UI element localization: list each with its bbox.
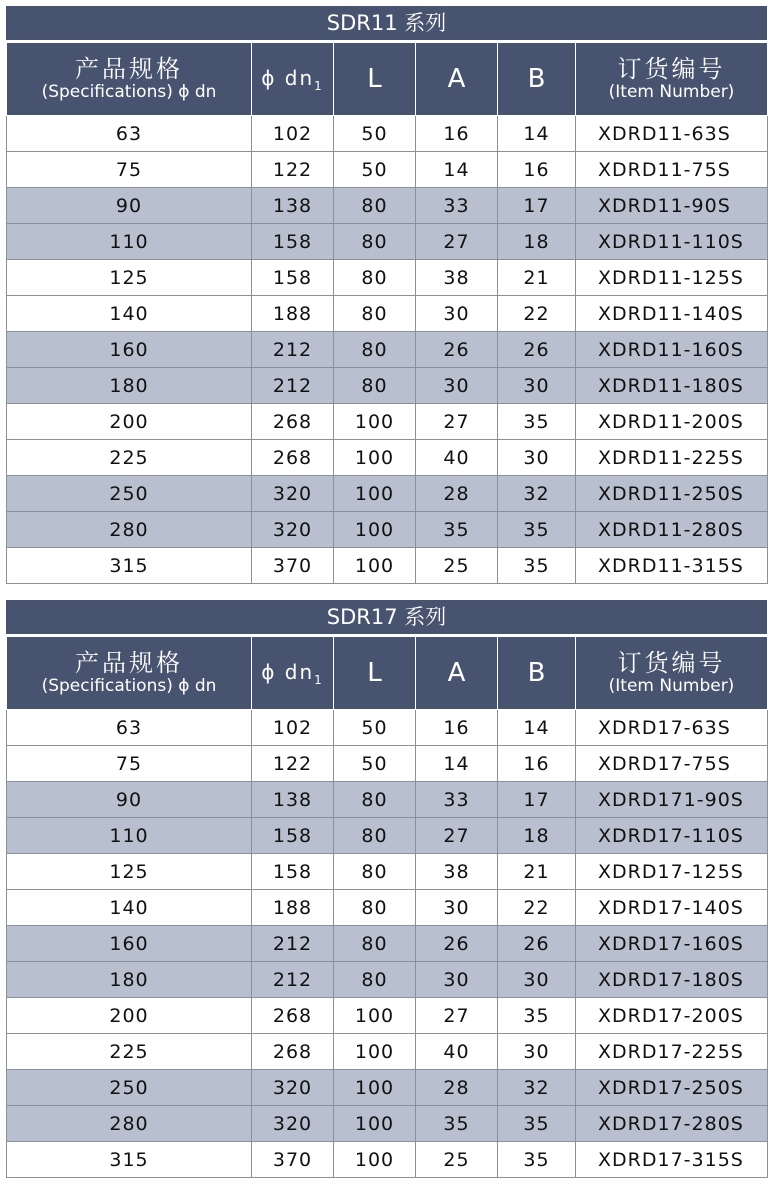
sdr11-table-block xyxy=(6,6,767,584)
spec-cell: 140 xyxy=(7,296,252,332)
table-row xyxy=(7,548,768,584)
dn1-cell: 102 xyxy=(252,710,334,746)
l-cell: 80 xyxy=(334,368,416,404)
l-cell: 50 xyxy=(334,152,416,188)
item-number-cell: XDRD11-160S xyxy=(576,332,768,368)
spec-cell: 125 xyxy=(7,854,252,890)
item-number-cell: XDRD17-280S xyxy=(576,1106,768,1142)
b-cell: 16 xyxy=(498,746,576,782)
spec-cell: 90 xyxy=(7,188,252,224)
header-item-en: (Item Number) xyxy=(608,676,735,696)
dn1-cell: 188 xyxy=(252,890,334,926)
table-row xyxy=(7,890,768,926)
b-cell: 26 xyxy=(498,926,576,962)
item-number-cell: XDRD17-125S xyxy=(576,854,768,890)
a-cell: 30 xyxy=(416,368,498,404)
a-cell: 40 xyxy=(416,1034,498,1070)
a-cell: 27 xyxy=(416,404,498,440)
table-row xyxy=(7,332,768,368)
spec-cell: 250 xyxy=(7,476,252,512)
header-spec xyxy=(7,43,252,116)
l-cell: 50 xyxy=(334,710,416,746)
l-cell: 80 xyxy=(334,926,416,962)
dn1-cell: 212 xyxy=(252,962,334,998)
dn1-cell: 102 xyxy=(252,116,334,152)
dn1-cell: 320 xyxy=(252,1070,334,1106)
spec-cell: 180 xyxy=(7,368,252,404)
dn1-cell: 370 xyxy=(252,548,334,584)
spec-cell: 90 xyxy=(7,782,252,818)
table-row xyxy=(7,818,768,854)
l-cell: 80 xyxy=(334,854,416,890)
table-row xyxy=(7,152,768,188)
dn1-cell: 158 xyxy=(252,224,334,260)
dn1-cell: 268 xyxy=(252,404,334,440)
header-b xyxy=(498,637,576,710)
header-a-label: A xyxy=(447,658,466,688)
a-cell: 40 xyxy=(416,440,498,476)
table-row xyxy=(7,926,768,962)
spec-cell: 280 xyxy=(7,1106,252,1142)
dn1-cell: 138 xyxy=(252,188,334,224)
header-dn1 xyxy=(252,43,334,116)
a-cell: 30 xyxy=(416,296,498,332)
spec-cell: 315 xyxy=(7,1142,252,1178)
a-cell: 26 xyxy=(416,332,498,368)
table-body xyxy=(7,710,768,1178)
a-cell: 30 xyxy=(416,890,498,926)
header-l xyxy=(334,43,416,116)
table-row xyxy=(7,1106,768,1142)
b-cell: 18 xyxy=(498,818,576,854)
spec-table xyxy=(6,42,768,584)
table-row xyxy=(7,404,768,440)
l-cell: 100 xyxy=(334,998,416,1034)
header-l xyxy=(334,637,416,710)
dn1-cell: 138 xyxy=(252,782,334,818)
table-row xyxy=(7,260,768,296)
b-cell: 35 xyxy=(498,1142,576,1178)
table-row xyxy=(7,1070,768,1106)
item-number-cell: XDRD11-140S xyxy=(576,296,768,332)
b-cell: 22 xyxy=(498,890,576,926)
spec-cell: 75 xyxy=(7,152,252,188)
spec-cell: 160 xyxy=(7,926,252,962)
series-title: SDR11 系列 xyxy=(6,6,767,42)
dn1-cell: 122 xyxy=(252,746,334,782)
a-cell: 16 xyxy=(416,710,498,746)
dn1-cell: 370 xyxy=(252,1142,334,1178)
header-row xyxy=(7,43,768,116)
b-cell: 35 xyxy=(498,548,576,584)
b-cell: 17 xyxy=(498,188,576,224)
l-cell: 100 xyxy=(334,1034,416,1070)
header-item xyxy=(576,43,768,116)
table-row xyxy=(7,746,768,782)
table-row xyxy=(7,710,768,746)
l-cell: 80 xyxy=(334,818,416,854)
b-cell: 18 xyxy=(498,224,576,260)
a-cell: 35 xyxy=(416,512,498,548)
header-b-label: B xyxy=(527,658,546,688)
item-number-cell: XDRD11-315S xyxy=(576,548,768,584)
spec-cell: 200 xyxy=(7,998,252,1034)
dn1-cell: 188 xyxy=(252,296,334,332)
b-cell: 32 xyxy=(498,476,576,512)
l-cell: 100 xyxy=(334,1070,416,1106)
item-number-cell: XDRD17-315S xyxy=(576,1142,768,1178)
header-l-label: L xyxy=(367,64,382,94)
table-row xyxy=(7,476,768,512)
header-item-cn: 订货编号 xyxy=(617,55,726,83)
l-cell: 100 xyxy=(334,440,416,476)
l-cell: 100 xyxy=(334,404,416,440)
table-row xyxy=(7,1034,768,1070)
header-spec-en: (Specifications) ϕ dn xyxy=(41,676,217,696)
b-cell: 32 xyxy=(498,1070,576,1106)
b-cell: 30 xyxy=(498,440,576,476)
spec-cell: 140 xyxy=(7,890,252,926)
l-cell: 80 xyxy=(334,890,416,926)
spec-cell: 110 xyxy=(7,818,252,854)
dn1-cell: 268 xyxy=(252,440,334,476)
l-cell: 80 xyxy=(334,224,416,260)
b-cell: 22 xyxy=(498,296,576,332)
spec-cell: 63 xyxy=(7,116,252,152)
a-cell: 14 xyxy=(416,152,498,188)
dn1-cell: 320 xyxy=(252,1106,334,1142)
b-cell: 35 xyxy=(498,404,576,440)
a-cell: 35 xyxy=(416,1106,498,1142)
table-row xyxy=(7,512,768,548)
a-cell: 27 xyxy=(416,224,498,260)
l-cell: 100 xyxy=(334,1142,416,1178)
b-cell: 16 xyxy=(498,152,576,188)
header-l-label: L xyxy=(367,658,382,688)
dn1-cell: 158 xyxy=(252,854,334,890)
table-row xyxy=(7,782,768,818)
header-dn1-label: ϕ dn xyxy=(261,65,315,90)
a-cell: 38 xyxy=(416,260,498,296)
table-row xyxy=(7,854,768,890)
b-cell: 30 xyxy=(498,1034,576,1070)
dn1-cell: 212 xyxy=(252,368,334,404)
header-a xyxy=(416,43,498,116)
dn1-cell: 122 xyxy=(252,152,334,188)
spec-cell: 160 xyxy=(7,332,252,368)
header-dn1 xyxy=(252,637,334,710)
b-cell: 30 xyxy=(498,962,576,998)
a-cell: 25 xyxy=(416,1142,498,1178)
table-row xyxy=(7,224,768,260)
b-cell: 35 xyxy=(498,512,576,548)
header-spec-cn: 产品规格 xyxy=(75,649,183,677)
header-b-label: B xyxy=(527,64,546,94)
item-number-cell: XDRD171-90S xyxy=(576,782,768,818)
l-cell: 80 xyxy=(334,962,416,998)
table-row xyxy=(7,296,768,332)
a-cell: 33 xyxy=(416,782,498,818)
spec-cell: 225 xyxy=(7,1034,252,1070)
b-cell: 26 xyxy=(498,332,576,368)
item-number-cell: XDRD17-110S xyxy=(576,818,768,854)
item-number-cell: XDRD17-75S xyxy=(576,746,768,782)
a-cell: 38 xyxy=(416,854,498,890)
item-number-cell: XDRD17-160S xyxy=(576,926,768,962)
table-row xyxy=(7,962,768,998)
header-item xyxy=(576,637,768,710)
series-title: SDR17 系列 xyxy=(6,600,767,636)
a-cell: 30 xyxy=(416,962,498,998)
a-cell: 28 xyxy=(416,476,498,512)
l-cell: 80 xyxy=(334,296,416,332)
l-cell: 80 xyxy=(334,188,416,224)
l-cell: 100 xyxy=(334,1106,416,1142)
item-number-cell: XDRD11-75S xyxy=(576,152,768,188)
spec-table xyxy=(6,636,768,1178)
l-cell: 80 xyxy=(334,332,416,368)
header-a-label: A xyxy=(447,64,466,94)
item-number-cell: XDRD17-63S xyxy=(576,710,768,746)
dn1-cell: 320 xyxy=(252,476,334,512)
table-row xyxy=(7,188,768,224)
item-number-cell: XDRD17-140S xyxy=(576,890,768,926)
b-cell: 35 xyxy=(498,1106,576,1142)
table-row xyxy=(7,368,768,404)
a-cell: 16 xyxy=(416,116,498,152)
spec-cell: 75 xyxy=(7,746,252,782)
item-number-cell: XDRD17-180S xyxy=(576,962,768,998)
table-row xyxy=(7,440,768,476)
b-cell: 21 xyxy=(498,854,576,890)
sdr17-table-block xyxy=(6,600,767,1178)
header-dn1-sub: 1 xyxy=(314,78,324,93)
table-row xyxy=(7,1142,768,1178)
l-cell: 80 xyxy=(334,260,416,296)
dn1-cell: 320 xyxy=(252,512,334,548)
dn1-cell: 212 xyxy=(252,332,334,368)
header-spec xyxy=(7,637,252,710)
item-number-cell: XDRD11-125S xyxy=(576,260,768,296)
table-row xyxy=(7,998,768,1034)
header-spec-cn: 产品规格 xyxy=(75,55,183,83)
header-dn1-label: ϕ dn xyxy=(261,659,315,684)
item-number-cell: XDRD17-225S xyxy=(576,1034,768,1070)
dn1-cell: 158 xyxy=(252,260,334,296)
spec-cell: 280 xyxy=(7,512,252,548)
item-number-cell: XDRD11-90S xyxy=(576,188,768,224)
item-number-cell: XDRD11-200S xyxy=(576,404,768,440)
l-cell: 100 xyxy=(334,512,416,548)
l-cell: 80 xyxy=(334,782,416,818)
spec-cell: 225 xyxy=(7,440,252,476)
dn1-cell: 268 xyxy=(252,1034,334,1070)
item-number-cell: XDRD17-250S xyxy=(576,1070,768,1106)
header-row xyxy=(7,637,768,710)
a-cell: 26 xyxy=(416,926,498,962)
spec-cell: 180 xyxy=(7,962,252,998)
l-cell: 100 xyxy=(334,548,416,584)
header-b xyxy=(498,43,576,116)
spec-cell: 110 xyxy=(7,224,252,260)
item-number-cell: XDRD11-225S xyxy=(576,440,768,476)
dn1-cell: 158 xyxy=(252,818,334,854)
b-cell: 17 xyxy=(498,782,576,818)
item-number-cell: XDRD11-63S xyxy=(576,116,768,152)
spec-cell: 250 xyxy=(7,1070,252,1106)
b-cell: 35 xyxy=(498,998,576,1034)
a-cell: 14 xyxy=(416,746,498,782)
l-cell: 50 xyxy=(334,746,416,782)
a-cell: 33 xyxy=(416,188,498,224)
dn1-cell: 268 xyxy=(252,998,334,1034)
header-dn1-sub: 1 xyxy=(314,672,324,687)
spec-cell: 125 xyxy=(7,260,252,296)
dn1-cell: 212 xyxy=(252,926,334,962)
spec-cell: 315 xyxy=(7,548,252,584)
header-item-en: (Item Number) xyxy=(608,82,735,102)
spec-cell: 63 xyxy=(7,710,252,746)
table-row xyxy=(7,116,768,152)
a-cell: 27 xyxy=(416,818,498,854)
item-number-cell: XDRD17-200S xyxy=(576,998,768,1034)
spec-cell: 200 xyxy=(7,404,252,440)
l-cell: 100 xyxy=(334,476,416,512)
b-cell: 21 xyxy=(498,260,576,296)
a-cell: 28 xyxy=(416,1070,498,1106)
header-spec-en: (Specifications) ϕ dn xyxy=(41,82,217,102)
l-cell: 50 xyxy=(334,116,416,152)
item-number-cell: XDRD11-110S xyxy=(576,224,768,260)
a-cell: 25 xyxy=(416,548,498,584)
item-number-cell: XDRD11-280S xyxy=(576,512,768,548)
table-body xyxy=(7,116,768,584)
b-cell: 14 xyxy=(498,116,576,152)
header-a xyxy=(416,637,498,710)
item-number-cell: XDRD11-250S xyxy=(576,476,768,512)
item-number-cell: XDRD11-180S xyxy=(576,368,768,404)
b-cell: 30 xyxy=(498,368,576,404)
a-cell: 27 xyxy=(416,998,498,1034)
header-item-cn: 订货编号 xyxy=(617,649,726,677)
b-cell: 14 xyxy=(498,710,576,746)
